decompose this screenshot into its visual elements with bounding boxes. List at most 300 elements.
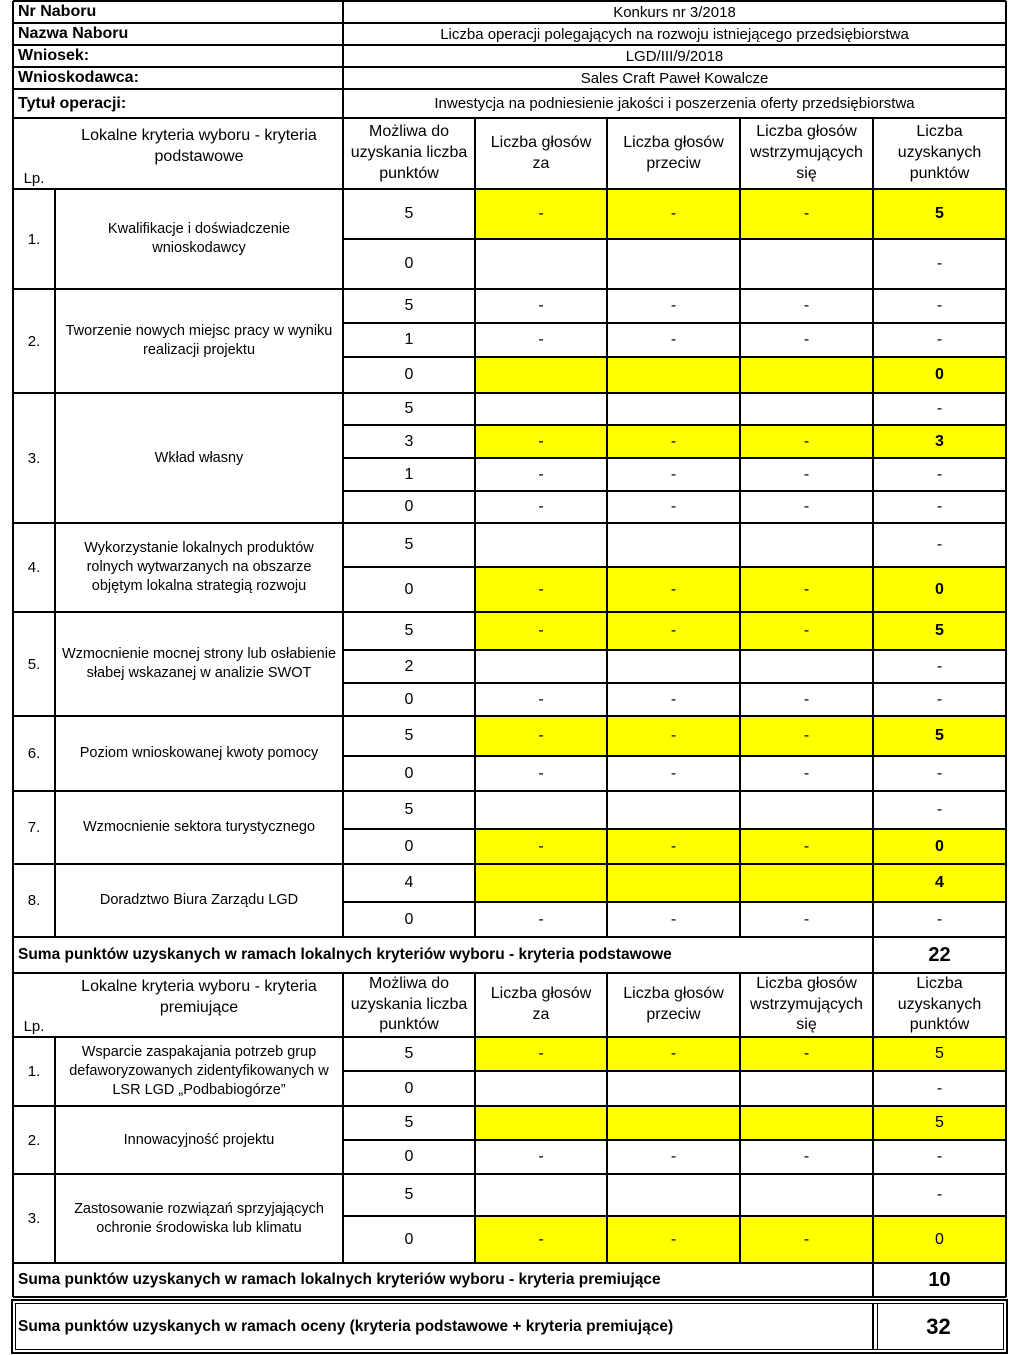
grid-line	[12, 1263, 14, 1297]
grid-line	[342, 1, 344, 118]
votes-against-value: -	[670, 622, 677, 639]
votes-for-value: -	[538, 1230, 544, 1248]
possible-points-value: 0	[404, 690, 414, 708]
possible-points-value: 2	[404, 657, 414, 675]
points-value: -	[936, 801, 943, 818]
votes-abstain-header: Liczba głosów wstrzymujących się	[750, 974, 863, 1034]
possible-points-value: 5	[404, 727, 414, 744]
grid-line	[606, 289, 608, 393]
criterion-number: 2.	[27, 332, 41, 350]
grid-line	[872, 1303, 874, 1350]
votes-abstain-value: -	[803, 837, 810, 855]
grid-line	[739, 791, 741, 864]
votes-for-value	[475, 1174, 607, 1216]
votes-for-value	[475, 523, 607, 567]
votes-against-value: -	[670, 764, 677, 782]
lp-header: Lp.	[23, 1018, 45, 1035]
votes-for-value	[475, 791, 607, 829]
criteria-header: Lokalne kryteria wyboru - kryteria podstawowe	[81, 126, 317, 165]
possible-points-value: 5	[404, 297, 414, 314]
grid-line	[1005, 973, 1007, 1037]
votes-for-value: -	[538, 837, 544, 855]
possible-points-value: 0	[404, 764, 414, 782]
votes-against-value	[607, 239, 740, 289]
info-label: Tytuł operacji:	[18, 94, 127, 112]
possible-points-value: 5	[404, 1186, 414, 1203]
grid-line	[13, 0, 1006, 2]
grid-line	[1005, 189, 1007, 289]
grid-line	[606, 189, 608, 289]
total-sum-label: Suma punktów uzyskanych w ramach oceny (kryteria podstawowe + kryteria premiujące)	[18, 1317, 674, 1335]
info-value: Inwestycja na podniesienie jakości i poszerzenia oferty przedsiębiorstwa	[434, 95, 915, 112]
points-value: 0	[935, 1230, 944, 1248]
votes-for-value: -	[538, 1045, 544, 1062]
grid-line	[474, 716, 476, 791]
criterion-number: 7.	[27, 819, 41, 836]
possible-points-value: 5	[404, 1045, 414, 1062]
grid-line	[342, 289, 344, 393]
votes-for-value	[475, 393, 607, 425]
grid-line	[474, 189, 476, 289]
votes-abstain-value	[740, 1174, 873, 1216]
points-value: -	[936, 255, 943, 272]
votes-abstain-value: -	[803, 1045, 810, 1062]
votes-abstain-value	[740, 393, 873, 425]
points-value: -	[936, 297, 943, 314]
grid-line	[1005, 1174, 1007, 1263]
grid-line	[342, 189, 344, 289]
points-value: -	[936, 764, 943, 782]
info-value: LGD/III/9/2018	[625, 47, 724, 65]
votes-against-value	[607, 1071, 740, 1106]
votes-against-value: -	[670, 727, 677, 744]
grid-line	[877, 1303, 878, 1350]
votes-abstain-value	[740, 650, 873, 683]
votes-abstain-header: Liczba głosów wstrzymujących się	[750, 123, 863, 182]
criterion-number: 6.	[27, 745, 41, 762]
votes-against-value: -	[670, 1148, 677, 1165]
votes-for-value: -	[538, 1148, 544, 1165]
section-sum-value: 22	[928, 943, 951, 966]
possible-points-value: 3	[404, 432, 414, 450]
grid-line	[739, 1037, 741, 1106]
votes-abstain-value	[740, 357, 873, 393]
votes-for-value: -	[538, 205, 544, 222]
votes-for-header: Liczba głosów za	[490, 985, 592, 1023]
grid-line	[1005, 716, 1007, 791]
possible-points-value: 0	[404, 255, 414, 272]
grid-line	[1005, 118, 1007, 189]
info-value: Sales Craft Paweł Kowalcze	[580, 69, 769, 87]
info-label: Wnioskodawca:	[18, 69, 139, 86]
possible-points-value: 0	[404, 1230, 414, 1248]
grid-line	[606, 1106, 608, 1174]
section-sum-label: Suma punktów uzyskanych w ramach lokalnych kryteriów wyboru - kryteria podstawowe	[18, 946, 672, 963]
grid-line	[342, 612, 344, 716]
points-value: -	[936, 910, 943, 928]
criterion-name: Kwalifikacje i doświadczenie wnioskodawcy	[107, 221, 291, 256]
grid-line	[342, 791, 344, 864]
grid-line	[474, 973, 476, 1037]
votes-for-value: -	[538, 580, 544, 598]
grid-line	[872, 1106, 874, 1174]
grid-line	[606, 393, 608, 523]
possible-points-value: 0	[404, 910, 414, 928]
votes-abstain-value: -	[803, 465, 810, 483]
grid-line	[606, 791, 608, 864]
criterion-name: Wzmocnienie mocnej strony lub osłabienie słabej wskazanej w analizie SWOT	[61, 646, 337, 681]
criterion-name: Wykorzystanie lokalnych produktów rolnych wytwarzanych na obszarze objętym lokalna strategią rozwoju	[84, 540, 314, 594]
grid-line	[606, 523, 608, 612]
votes-for-value: -	[538, 465, 544, 483]
possible-points-value: 5	[404, 536, 414, 553]
points-value: -	[936, 498, 943, 515]
grid-line	[342, 523, 344, 612]
grid-line	[54, 289, 56, 393]
votes-for-value: -	[538, 432, 544, 450]
votes-for-value: -	[538, 498, 544, 515]
grid-line	[739, 189, 741, 289]
votes-abstain-value: -	[803, 205, 810, 222]
votes-against-value	[607, 357, 740, 393]
grid-line	[739, 1174, 741, 1263]
votes-abstain-value: -	[803, 580, 810, 598]
criterion-name: Doradztwo Biura Zarządu LGD	[99, 892, 299, 909]
grid-line	[1005, 393, 1007, 523]
criterion-name: Zastosowanie rozwiązań sprzyjających ochronie środowiska lub klimatu	[74, 1200, 324, 1236]
grid-line	[474, 393, 476, 523]
grid-line	[12, 973, 14, 1037]
possible-points-value: 0	[404, 837, 414, 855]
votes-abstain-value: -	[803, 622, 810, 639]
grid-line	[54, 791, 56, 864]
points-value: 0	[935, 366, 944, 383]
votes-against-value: -	[670, 1045, 677, 1062]
grid-line	[606, 864, 608, 937]
votes-against-value: -	[670, 1230, 677, 1248]
possible-points-value: 4	[404, 874, 414, 891]
criterion-name: Innowacyjność projektu	[123, 1131, 275, 1148]
possible-points-value: 5	[404, 622, 414, 639]
grid-line	[739, 612, 741, 716]
grid-line	[1005, 1106, 1007, 1174]
points-value: -	[936, 690, 943, 708]
section-sum-label: Suma punktów uzyskanych w ramach lokalnych kryteriów wyboru - kryteria premiujące	[18, 1271, 661, 1288]
grid-line	[12, 289, 14, 393]
votes-against-value	[607, 791, 740, 829]
grid-line	[872, 791, 874, 864]
lp-header: Lp.	[23, 170, 45, 187]
votes-for-value: -	[538, 764, 544, 782]
votes-abstain-value	[740, 864, 873, 902]
votes-for-value: -	[538, 331, 544, 348]
grid-line	[12, 189, 14, 289]
grid-line	[474, 612, 476, 716]
criterion-name: Wzmocnienie sektora turystycznego	[82, 819, 316, 836]
grid-line	[474, 1106, 476, 1174]
grid-line	[739, 716, 741, 791]
points-value: -	[936, 1148, 943, 1165]
grid-line	[54, 864, 56, 937]
grid-line	[12, 1037, 14, 1106]
grid-line	[13, 66, 1006, 68]
points-value: -	[936, 400, 943, 417]
votes-abstain-value	[740, 791, 873, 829]
grid-line	[54, 716, 56, 791]
votes-for-value: -	[538, 727, 544, 744]
possible-points-value: 5	[404, 801, 414, 818]
grid-line	[342, 118, 344, 189]
grid-line	[12, 393, 14, 523]
grid-line	[1005, 523, 1007, 612]
possible-points-value: 0	[404, 498, 414, 515]
grid-line	[474, 1174, 476, 1263]
points-value: -	[936, 331, 943, 348]
votes-for-value: -	[538, 622, 544, 639]
grid-line	[12, 716, 14, 791]
votes-against-value	[607, 650, 740, 683]
grid-line	[12, 937, 14, 973]
votes-against-value	[607, 1174, 740, 1216]
grid-line	[342, 393, 344, 523]
votes-against-value: -	[670, 331, 677, 348]
points-value: 5	[935, 622, 944, 639]
votes-for-value: -	[538, 690, 544, 708]
grid-line	[1005, 937, 1007, 973]
grid-line	[474, 1037, 476, 1106]
points-value: 5	[935, 205, 944, 222]
grid-line	[13, 44, 1006, 46]
votes-against-value	[607, 1106, 740, 1140]
grid-line	[872, 1037, 874, 1106]
criterion-number: 2.	[27, 1131, 41, 1149]
points-value: 4	[935, 874, 944, 891]
votes-abstain-value	[740, 1071, 873, 1106]
votes-abstain-value: -	[803, 727, 810, 744]
possible-points-value: 0	[404, 580, 414, 598]
grid-line	[606, 1037, 608, 1106]
grid-line	[872, 289, 874, 393]
points-header: Liczba uzyskanych punktów	[897, 123, 982, 182]
votes-for-value	[475, 650, 607, 683]
grid-line	[54, 189, 56, 289]
grid-line	[1005, 289, 1007, 393]
grid-line	[12, 1174, 14, 1263]
points-value: -	[936, 536, 943, 553]
votes-abstain-value: -	[803, 1230, 810, 1248]
points-value: 0	[935, 580, 944, 598]
grid-line	[54, 612, 56, 716]
grid-line	[872, 973, 874, 1037]
grid-line	[13, 88, 1006, 90]
points-value: -	[936, 657, 943, 675]
points-value: 3	[935, 432, 944, 450]
possible-points-header: Możliwa do uzyskania liczba punktów	[350, 123, 468, 182]
possible-points-value: 5	[404, 400, 414, 417]
possible-points-value: 0	[404, 1148, 414, 1165]
points-value: 5	[935, 1045, 944, 1062]
votes-abstain-value: -	[803, 432, 810, 450]
grid-line	[474, 118, 476, 189]
criterion-number: 8.	[27, 892, 41, 909]
criteria-header: Lokalne kryteria wyboru - kryteria premiujące	[81, 978, 317, 1016]
grid-line	[1005, 1037, 1007, 1106]
grid-line	[54, 1174, 56, 1263]
grid-line	[739, 523, 741, 612]
points-value: -	[936, 465, 943, 483]
possible-points-value: 1	[404, 465, 414, 483]
grid-line	[12, 612, 14, 716]
criterion-number: 4.	[27, 559, 41, 576]
criterion-number: 1.	[27, 230, 41, 248]
grid-line	[1005, 791, 1007, 864]
votes-against-header: Liczba głosów przeciw	[623, 133, 724, 172]
criterion-number: 3.	[27, 449, 41, 467]
votes-abstain-value: -	[803, 910, 810, 928]
grid-line	[739, 1106, 741, 1174]
section-sum-value: 10	[928, 1268, 951, 1291]
info-value: Liczba operacji polegających na rozwoju istniejącego przedsiębiorstwa	[440, 25, 909, 43]
votes-against-value: -	[670, 690, 677, 708]
votes-against-value: -	[670, 837, 677, 855]
points-header: Liczba uzyskanych punktów	[897, 974, 982, 1034]
grid-line	[739, 973, 741, 1037]
votes-abstain-value: -	[803, 297, 810, 314]
grid-line	[342, 1174, 344, 1263]
grid-line	[474, 791, 476, 864]
grid-line	[606, 973, 608, 1037]
grid-line	[342, 864, 344, 937]
points-value: -	[936, 1186, 943, 1203]
grid-line	[342, 716, 344, 791]
criterion-number: 3.	[27, 1210, 41, 1227]
grid-line	[13, 22, 1006, 24]
grid-line	[12, 791, 14, 864]
possible-points-value: 0	[404, 366, 414, 383]
grid-line	[872, 1174, 874, 1263]
grid-line	[606, 118, 608, 189]
possible-points-header: Możliwa do uzyskania liczba punktów	[350, 974, 468, 1034]
grid-line	[12, 118, 14, 189]
votes-abstain-value: -	[803, 331, 810, 348]
grid-line	[12, 864, 14, 937]
grid-line	[54, 393, 56, 523]
votes-against-value: -	[670, 465, 677, 483]
votes-against-value: -	[670, 580, 677, 598]
grid-line	[12, 1106, 14, 1174]
grid-line	[872, 393, 874, 523]
grid-line	[474, 289, 476, 393]
votes-against-value	[607, 864, 740, 902]
grid-line	[872, 1263, 874, 1297]
votes-abstain-value	[740, 523, 873, 567]
votes-abstain-value: -	[803, 498, 810, 515]
criterion-name: Wkład własny	[154, 449, 244, 466]
grid-line	[474, 864, 476, 937]
possible-points-value: 5	[404, 205, 414, 222]
grid-line	[739, 864, 741, 937]
votes-against-value	[607, 393, 740, 425]
votes-against-value: -	[670, 910, 677, 928]
info-value: Konkurs nr 3/2018	[613, 3, 736, 21]
info-label: Nr Naboru	[18, 3, 97, 20]
grid-line	[342, 1106, 344, 1174]
grid-line	[739, 393, 741, 523]
grid-line	[872, 118, 874, 189]
grid-line	[1005, 1, 1007, 118]
grid-line	[872, 864, 874, 937]
grid-line	[606, 612, 608, 716]
votes-for-value	[475, 357, 607, 393]
points-value: -	[936, 1079, 943, 1097]
criterion-number: 1.	[27, 1063, 41, 1080]
grid-line	[872, 716, 874, 791]
grid-line	[872, 189, 874, 289]
votes-for-value	[475, 864, 607, 902]
votes-abstain-value: -	[803, 1148, 810, 1165]
criterion-name: Poziom wnioskowanej kwoty pomocy	[79, 745, 319, 762]
grid-line	[1005, 612, 1007, 716]
votes-abstain-value: -	[803, 764, 810, 782]
grid-line	[1005, 1263, 1007, 1297]
grid-line	[872, 937, 874, 973]
grid-line	[739, 289, 741, 393]
votes-for-value	[475, 1106, 607, 1140]
points-value: 0	[935, 837, 944, 855]
grid-line	[342, 973, 344, 1037]
votes-for-value	[475, 1071, 607, 1106]
grid-line	[872, 523, 874, 612]
possible-points-value: 0	[404, 1079, 414, 1097]
grid-line	[12, 1, 14, 118]
grid-line	[606, 1174, 608, 1263]
votes-against-header: Liczba głosów przeciw	[623, 985, 724, 1023]
votes-against-value: -	[670, 498, 677, 515]
possible-points-value: 5	[404, 1114, 414, 1131]
votes-abstain-value	[740, 239, 873, 289]
grid-line	[342, 1037, 344, 1106]
grid-line	[1005, 864, 1007, 937]
grid-line	[12, 523, 14, 612]
grid-line	[13, 1296, 1006, 1298]
votes-for-value: -	[538, 910, 544, 928]
grid-line	[54, 1037, 56, 1106]
total-sum-value: 32	[926, 1313, 951, 1339]
votes-against-value	[607, 523, 740, 567]
criterion-name: Tworzenie nowych miejsc pracy w wyniku realizacji projektu	[65, 323, 333, 358]
votes-abstain-value: -	[803, 690, 810, 708]
grid-line	[54, 1106, 56, 1174]
criterion-name: Wsparcie zaspakajania potrzeb grup defaworyzowanych zidentyfikowanych w LSR LGD „Podbabiogórze”	[69, 1044, 329, 1098]
votes-against-value: -	[670, 432, 677, 450]
grid-line	[872, 612, 874, 716]
grid-line	[54, 523, 56, 612]
votes-against-value: -	[670, 205, 677, 222]
points-value: 5	[935, 727, 944, 744]
info-label: Nazwa Naboru	[18, 25, 129, 42]
grid-line	[474, 523, 476, 612]
votes-for-header: Liczba głosów za	[490, 133, 592, 172]
votes-for-value: -	[538, 297, 544, 314]
votes-abstain-value	[740, 1106, 873, 1140]
votes-for-value	[475, 239, 607, 289]
info-label: Wniosek:	[18, 47, 90, 64]
grid-line	[606, 716, 608, 791]
points-value: 5	[935, 1114, 944, 1131]
grid-line	[739, 118, 741, 189]
possible-points-value: 1	[404, 331, 414, 348]
votes-against-value: -	[670, 297, 677, 314]
